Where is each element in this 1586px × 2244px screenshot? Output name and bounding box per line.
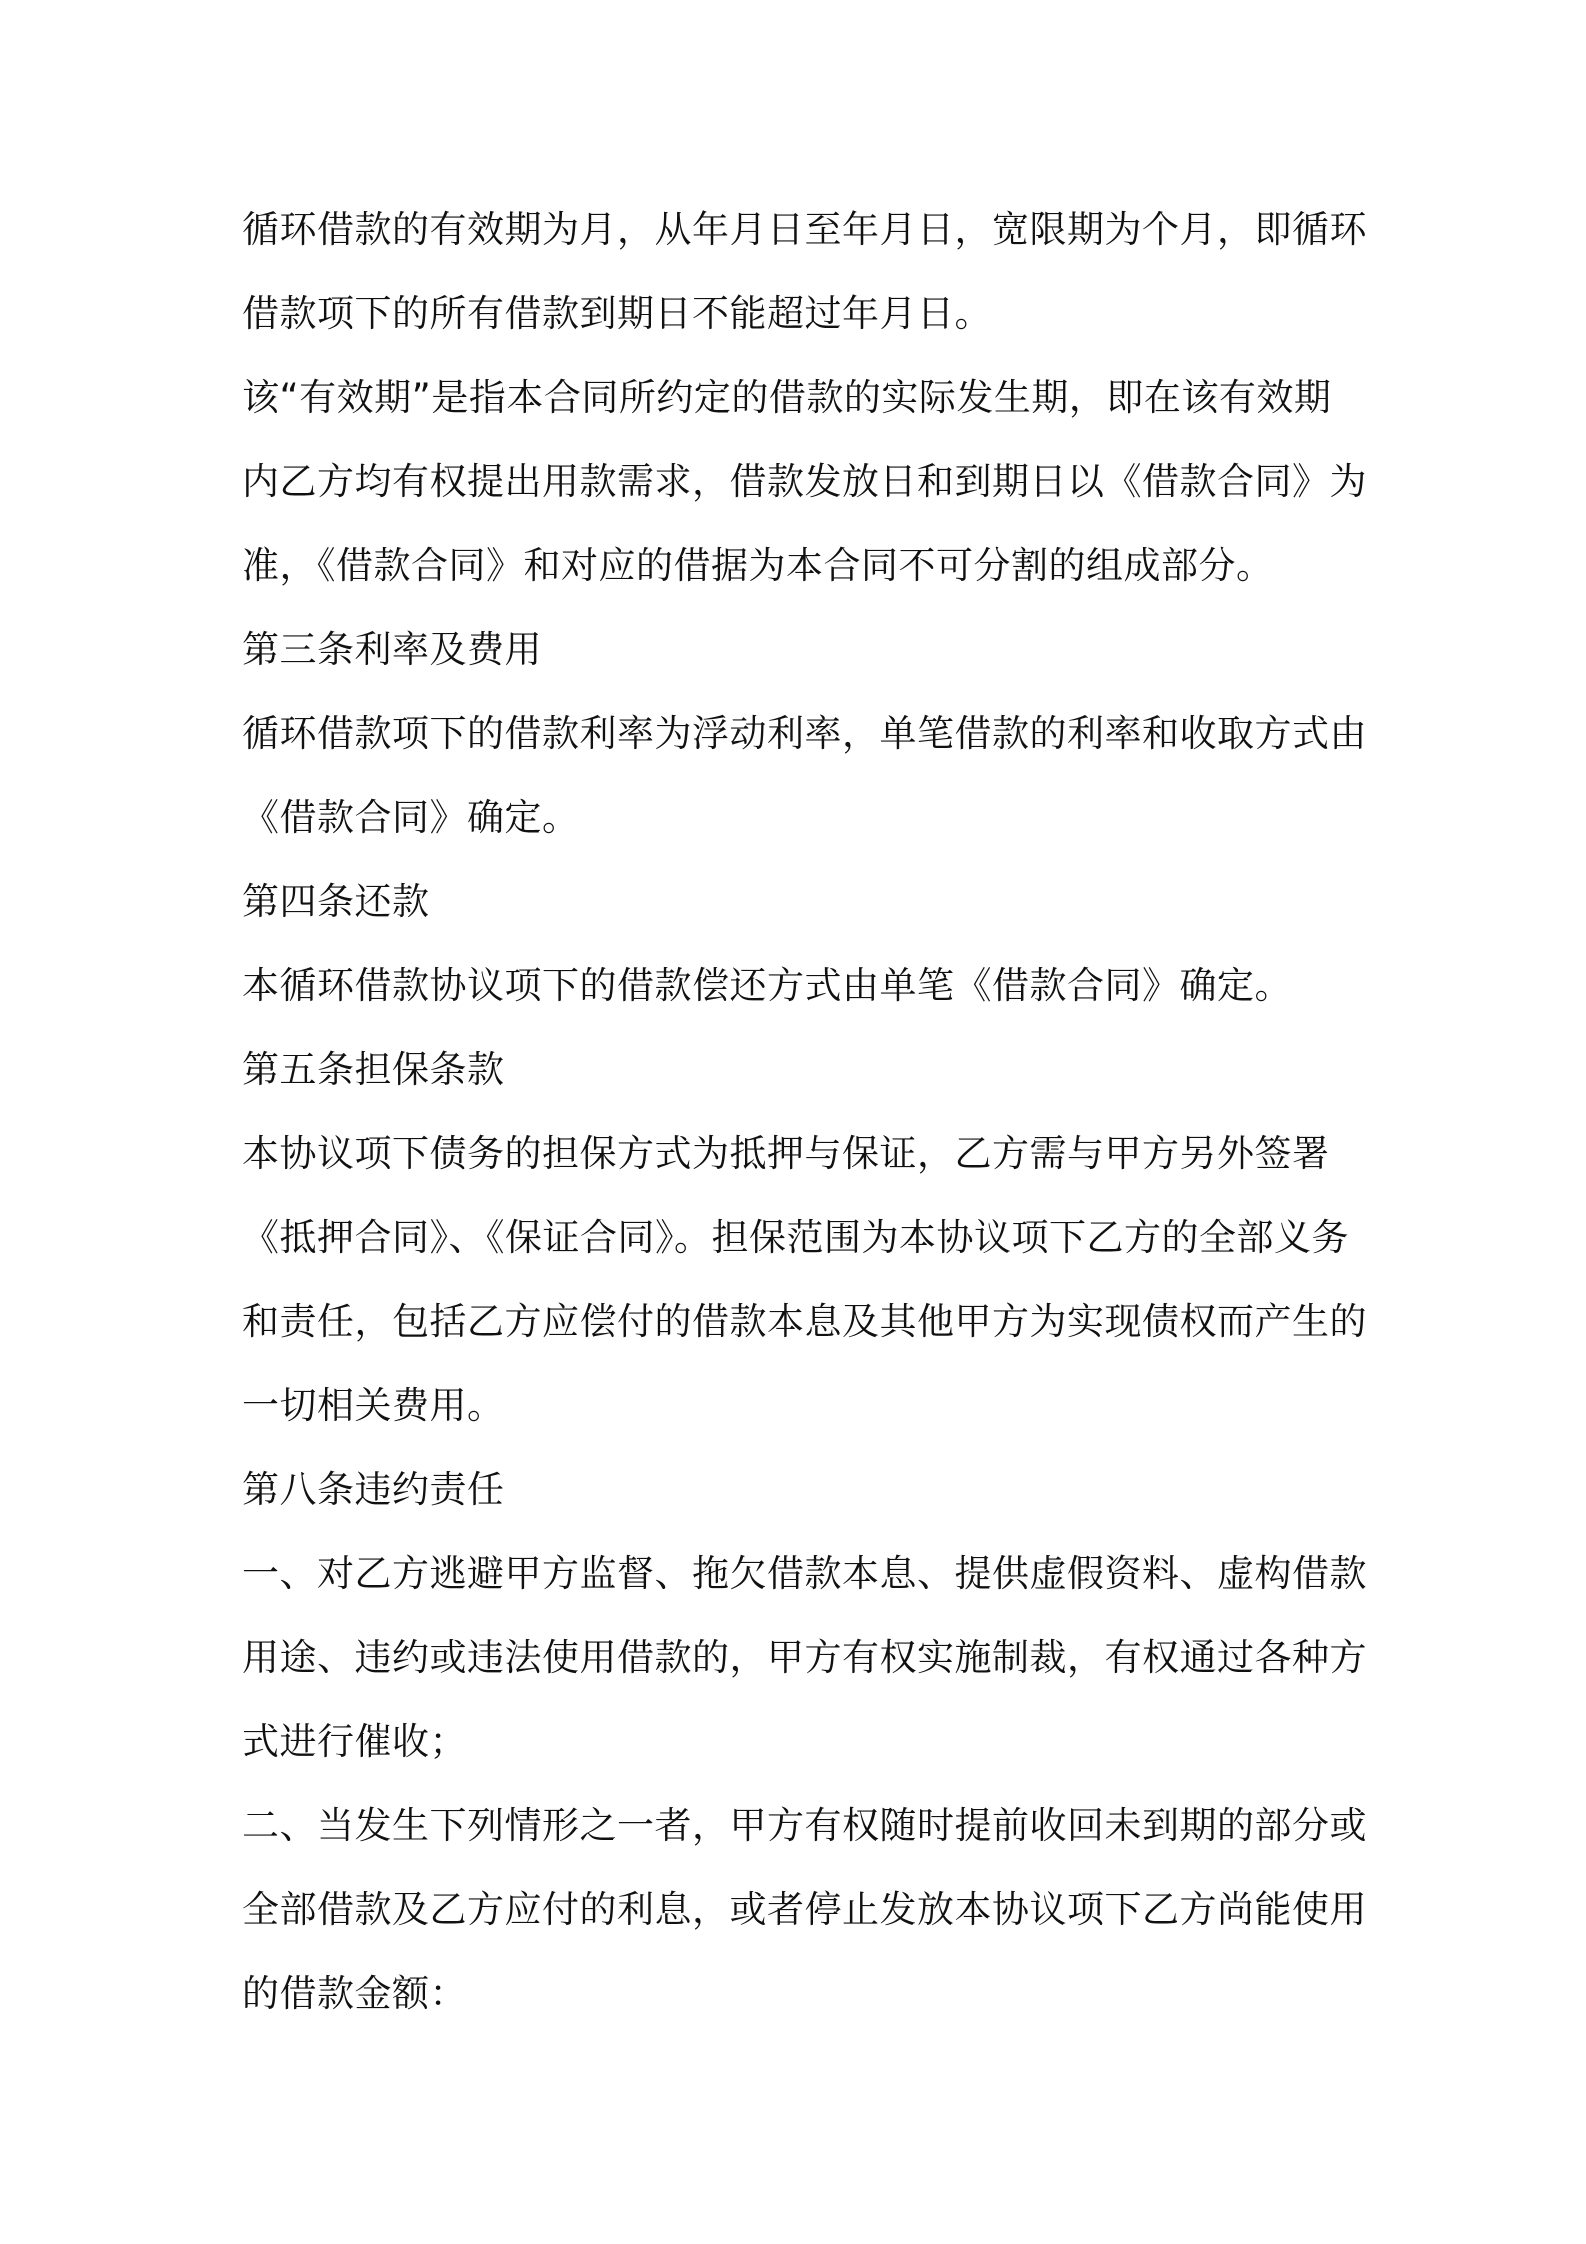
section-heading-article-4: 第四条还款 (242, 880, 430, 923)
text-line: 该“有效期”是指本合同所约定的借款的实际发生期，即在该有效期 (242, 376, 1332, 419)
document-body (242, 200, 1367, 2048)
text-line: 本循环借款协议项下的借款偿还方式由单笔《借款合同》确定。 (242, 964, 1292, 1007)
text-line: 本协议项下债务的担保方式为抵押与保证，乙方需与甲方另外签署 (242, 1132, 1330, 1175)
section-heading-article-5: 第五条担保条款 (242, 1048, 505, 1091)
section-heading-article-8: 第八条违约责任 (242, 1468, 505, 1511)
text-line: 二、当发生下列情形之一者，甲方有权随时提前收回未到期的部分或 (242, 1804, 1367, 1847)
text-line: 一、对乙方逃避甲方监督、拖欠借款本息、提供虚假资料、虚构借款 (242, 1552, 1367, 1595)
text-line: 循环借款项下的借款利率为浮动利率，单笔借款的利率和收取方式由 (242, 712, 1367, 755)
text-line: 全部借款及乙方应付的利息，或者停止发放本协议项下乙方尚能使用 (242, 1888, 1367, 1931)
text-line: 借款项下的所有借款到期日不能超过年月日。 (242, 292, 992, 335)
section-heading-article-3: 第三条利率及费用 (242, 628, 542, 671)
text-line: 《借款合同》确定。 (242, 796, 580, 839)
text-line: 式进行催收； (242, 1720, 467, 1763)
text-line: 和责任，包括乙方应偿付的借款本息及其他甲方为实现债权而产生的 (242, 1300, 1367, 1343)
text-line: 《抵押合同》、《保证合同》。担保范围为本协议项下乙方的全部义务 (242, 1216, 1349, 1259)
text-line: 准，《借款合同》和对应的借据为本合同不可分割的组成部分。 (242, 544, 1274, 587)
text-line: 的借款金额： (242, 1972, 467, 2015)
text-line: 一切相关费用。 (242, 1384, 505, 1427)
text-line: 用途、违约或违法使用借款的，甲方有权实施制裁，有权通过各种方 (242, 1636, 1367, 1679)
text-line: 循环借款的有效期为月，从年月日至年月日，宽限期为个月，即循环 (242, 208, 1367, 251)
text-line: 内乙方均有权提出用款需求，借款发放日和到期日以《借款合同》为 (242, 460, 1367, 503)
